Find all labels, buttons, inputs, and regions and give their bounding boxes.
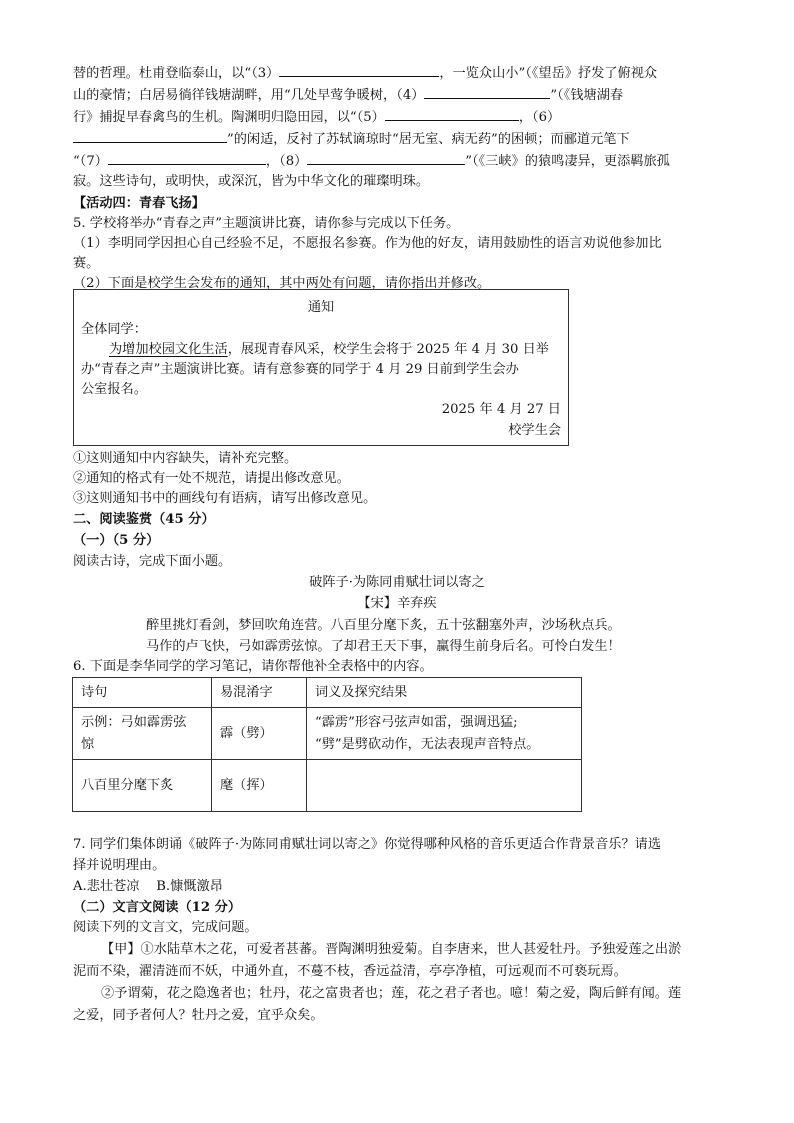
poem-line-2: 马作的卢飞快，弓如霹雳弦惊。了却君王天下事，赢得生前身后名。可怜白发生！ [146,639,621,654]
task-2: ②通知的格式有一处不规范，请提出修改意见。 [73,471,350,486]
intro-text: ，一览众山小”（《望岳》抒发了俯视众 [439,66,658,81]
answer-blank-6[interactable] [73,128,227,143]
table-cell-chars: 麾（挥） [212,760,307,812]
task-1: ①这则通知中内容缺失，请补充完整。 [73,451,298,466]
table-cell-result [307,708,582,760]
study-notes-table [72,677,582,812]
part-heading: （二）文言文阅读（12 分） [73,900,242,915]
intro-line-2 [73,84,623,106]
poem-author: 【宋】辛弃疾 [357,596,437,611]
question-5-1-b: 赛。 [73,256,100,271]
table-cell-verse [73,708,212,760]
activity-heading: 【活动四：青春飞扬】 [73,196,205,211]
intro-text: ，（8） [265,154,308,169]
intro-text: 替的哲理。杜甫登临泰山，以“（3） [73,66,280,81]
classical-text-4: 之爱，同予者何人？牡丹之爱，宜乎众矣。 [73,1008,324,1023]
intro-text: “（7） [73,154,108,169]
intro-line-6: 寂。这些诗句，或明快，或深沉，皆为中华文化的璀璨明珠。 [73,174,430,189]
table-header-cell: 易混淆字 [212,678,307,708]
table-row [73,708,582,760]
table-cell-chars: 霹（劈） [212,708,307,760]
notice-box [73,289,569,446]
intro-line-3 [73,106,560,128]
result-text: “霹雳”形容弓弦声如雷，强调迅猛; [315,714,518,730]
notice-body-text: ，展现青春风采，校学生会将于 2025 年 4 月 30 日举 [227,342,549,357]
verse-text: 惊 [81,736,95,752]
intro-text: ”的闲适，反衬了苏轼谪琼时“居无室、病无药”的困顿；而郦道元笔下 [227,132,630,147]
notice-greeting: 全体同学： [81,322,147,337]
table-header-row [73,678,582,708]
question-5-2: （2）下面是校学生会发布的通知，其中两处有问题，请你指出并修改。 [73,276,491,291]
intro-text: ”（《钱塘湖春 [550,88,624,103]
question-7-b: 择并说明理由。 [73,858,166,873]
table-header-cell: 词义及探究结果 [307,678,582,708]
notice-title: 通知 [307,300,335,315]
answer-blank-8[interactable] [307,150,465,165]
classical-text-1: 【甲】①水陆草木之花，可爱者甚蕃。晋陶渊明独爱菊。自李唐来，世人甚爱牡丹。予独爱莲之出淤 [101,942,682,957]
notice-date: 2025 年 4 月 27 日 [441,402,561,417]
intro-text: ，（6） [518,110,561,125]
answer-blank-4[interactable] [424,84,550,99]
intro-text: 行》捕捉早春禽鸟的生机。陶渊明归隐田园，以“（5） [73,110,385,125]
question-5: 5. 学校将举办“青春之声”主题演讲比赛，请你参与完成以下任务。 [73,216,460,231]
poem-line-1: 醉里挑灯看剑，梦回吹角连营。八百里分麾下炙，五十弦翻塞外声，沙场秋点兵。 [146,618,621,633]
part-instruction: 阅读下列的文言文，完成问题。 [73,920,258,935]
notice-body-1 [109,340,549,360]
table-header-cell: 诗句 [73,678,212,708]
task-3: ③这则通知书中的画线句有语病，请写出修改意见。 [73,491,377,506]
notice-underlined-phrase: 为增加校园文化生活 [109,342,228,357]
section-instruction: 阅读古诗，完成下面小题。 [73,554,232,569]
question-6: 6. 下面是李华同学的学习笔记，请你帮他补全表格中的内容。 [73,659,433,674]
classical-text-2: 泥而不染，濯清涟而不妖，中通外直，不蔓不枝，香远益清，亭亭净植，可远观而不可亵玩焉。 [73,964,627,979]
answer-cell[interactable] [307,760,582,812]
classical-text-3: ②予谓菊，花之隐逸者也；牡丹，花之富贵者也；莲，花之君子者也。噫！菊之爱，陶后鲜有闻。莲 [101,986,682,1001]
intro-line-5 [73,150,670,172]
table-row [73,760,582,812]
intro-text: ”（《三峡》的猿鸣凄异，更添羁旅孤 [465,154,670,169]
question-5-1-a: （1）李明同学因担心自己经验不足，不愿报名参赛。作为他的好友，请用鼓励性的语言劝说他参加比 [73,236,662,251]
intro-line-4 [73,128,630,150]
part-heading: （一）（5 分） [73,533,160,548]
verse-text: 示例：弓如霹雳弦 [81,714,187,730]
notice-body-2: 办“青春之声”主题演讲比赛。请有意参赛的同学于 4 月 29 日前到学生会办 [81,362,519,377]
question-7-a: 7. 同学们集体朗诵《破阵子·为陈同甫赋壮词以寄之》你觉得哪种风格的音乐更适合作背景音乐？请选 [73,837,662,852]
notice-body-3: 公室报名。 [81,382,147,397]
table-cell-verse: 八百里分麾下炙 [73,760,212,812]
poem-title: 破阵子·为陈同甫赋壮词以寄之 [309,575,485,590]
answer-blank-7[interactable] [108,150,266,165]
intro-text: 山的豪情；白居易徜徉钱塘湖畔，用“几处早莺争暖树，（4） [73,88,425,103]
result-text: “劈”是劈砍动作，无法表现声音特点。 [315,736,540,752]
section-heading: 二、阅读鉴赏（45 分） [73,512,215,527]
intro-line-1 [73,62,657,84]
answer-blank-5[interactable] [385,106,519,121]
notice-signer: 校学生会 [508,423,561,438]
answer-blank-3[interactable] [279,62,439,77]
question-7-options: A.悲壮苍凉 B.慷慨激昂 [73,879,223,894]
